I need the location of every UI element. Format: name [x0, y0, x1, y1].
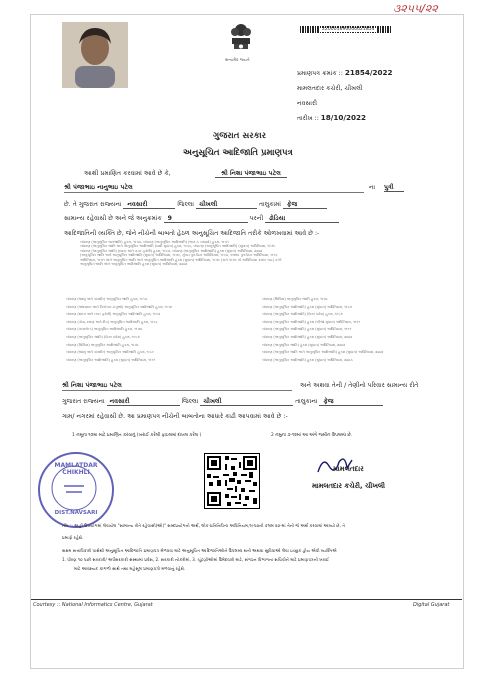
- remark-line-2: 1. ધોરણ ૧૦ પછી સરકારી/ અર્ધસરકારી સંસ્થામાં પ્રવેશ, 2. સરકારી નોકરીમાં, 3. ચૂંટણીઓમાં ઉમેદવારી માટે, સંગઠન વિભાગના સચિવોને માટે પ્રમાણપત્રની ખરાઈ: [62, 557, 330, 562]
- footer-brand: Digital Gujarat: [413, 602, 450, 608]
- residence-basis-line: ગામ/ નગરમાં રહેવાસી છે. આ પ્રમાણપત્ર નીચેની બાબતોના આધારે કાઢી આપવામાં આવે છે :-: [62, 413, 288, 420]
- parent-underline: [64, 192, 364, 193]
- residence-village: ફેજ: [319, 398, 383, 406]
- seal-text-top: MAMLATDAR CHIKHLI: [54, 462, 98, 476]
- fine-print-block: [80, 240, 450, 266]
- fine-print-line: અધિનિયમ, ૧૯૭૧ અને અનુસૂચિત જાતિ અને અનુસૂચિત આદિજાતિ હુકમ (સુધારા) અધિનિયમ, ૧૯૭૬ (સને ૧૯૭૬ નો અધિનિયમ ક્રમાંક ૧૦૮) વગેરે: [80, 257, 282, 262]
- order-item: બંધારણ (ગોવા, દમણ અને દીવ) અનુસૂચિત આદિજાતિ હુકમ, ૧૯૬૮: [66, 319, 158, 324]
- residence-line-b: જિલ્લા: [181, 398, 199, 405]
- applicant-name: શ્રી નિશા પંજાભાઇ પટેલ: [215, 170, 287, 178]
- order-item: બંધારણ (દાદરા અને નગર હવેલી) અનુસૂચિત આદિજાતિ હુકમ, ૧૯૬૨: [66, 312, 161, 317]
- national-emblem-icon: [226, 18, 256, 56]
- resident-line-b: પરની: [249, 215, 264, 222]
- state-line: [64, 201, 327, 209]
- relation-prefix: ના: [369, 184, 376, 191]
- resident-line-a: સામાન્ય રહેવાસી છે અને જે અનુક્રમાંક: [64, 215, 162, 222]
- orders-left-column: [66, 296, 241, 364]
- residence-name-underline: [62, 390, 292, 391]
- order-item: બંધારણ (સિક્કિમ) અનુસૂચિત જાતિ હુકમ, ૧૯૭૮: [262, 297, 328, 301]
- issue-date: [297, 114, 366, 122]
- order-item: બંધારણ (અનુસૂચિત જાતિ) (ઉત્તર પ્રદેશ) હુકમ, ૧૯૬૭: [66, 334, 140, 339]
- state-line-c: તાલુકામાં: [259, 201, 282, 208]
- certificate-no-label: પ્રમાણપત્ર ક્રમાંક ::: [297, 70, 343, 77]
- order-item: બંધારણ (અનુસૂચિત આદિજાતિ) હુકમ (સુધારા) અધિનિયમ, ૨૦૦૩: [262, 357, 353, 362]
- serial-barcode-text: 220001890000021854: [322, 27, 375, 32]
- intro-text: આથી પ્રમાણિત કરવામાં આવે છે કે,: [84, 170, 171, 177]
- order-item: બંધારણ (નાગાલેન્ડ) અનુસૂચિત આદિજાતિ હુકમ, ૧૯૭૦: [66, 327, 143, 332]
- basis-item-2: 2 નમુના ૭-૧૨માં આ અંગે જમીન ઉપલબ્ધ છે.: [271, 433, 353, 438]
- taluka-value: ચીખલી: [196, 201, 257, 209]
- fine-print-line: બંધારણ (અનુસૂચિત જનજાતિ) હુકમ, ૧૯૫૦, બંધારણ (અનુસૂચિત આદિજાતિ) (ભાગ-ક રાજ્યો) હુકમ, ૧૯૫૧: [80, 240, 229, 244]
- residence-tail: અને અથવા તેની / તેણીનો પરિવાર સામાન્ય રીતે: [300, 382, 419, 389]
- order-item: બંધારણ (અનુસૂચિત જાતિ) હુકમ (સુધારા) અધિનિયમ, ૨૦૦૨: [262, 342, 346, 347]
- date-value: 18/10/2022: [320, 113, 367, 122]
- residence-taluka: ચીખલી: [200, 398, 293, 406]
- basis-item-1: 1 નમૂના ૧૦મા માટે પ્રમાણિત કરવાનું (ખરાઈ કરેલી ફાઇલમાં દાખલ કરેલ ): [72, 433, 202, 438]
- order-item: બંધારણ (સિક્કિમ) અનુસૂચિત આદિજાતિ હુકમ, ૧૯૭૮: [66, 342, 139, 347]
- fine-print-line: બંધારણ (અનુસૂચિત જાતિ) (દાદરા અને નગર હવેલી) હુકમ, ૧૯૬૨, બંધારણ (અનુસૂચિત આદિજાતિ) હુકમ (સુધારા) અધિનિયમ, ૨૦૦૨: [80, 248, 263, 253]
- state-line-a: છે. તે ગુજરાત રાજ્યના: [64, 201, 122, 208]
- government-heading: ગુજરાત સરકાર: [213, 131, 267, 141]
- seal-text-bottom: DIST.NAVSARI: [54, 510, 98, 516]
- emblem-caption: સત્યમેવ જયતે: [225, 57, 250, 62]
- fine-print-line: અનુસૂચિત જાતિ અને અનુસૂચિત આદિજાતિ હુકમ (સુધારા) અધિનિયમ, ૨૦૦૨: [80, 262, 188, 267]
- resident-line: [64, 215, 339, 223]
- order-item: બંધારણ (અનુસૂચિત આદિજાતિ) હુકમ (સુધારા) અધિનિયમ, ૨૦૦૨: [262, 334, 353, 339]
- applicant-photo: [62, 22, 128, 88]
- residence-district: નવસારી: [107, 398, 180, 406]
- order-item: બંધારણ (જમ્મુ અને કાશ્મીર) અનુસૂચિત આદિજાતિ હુકમ, ૧૯૮૯: [66, 350, 155, 355]
- district-value: નવસારી: [123, 201, 175, 209]
- footer-courtesy: Courtesy :: National Informatics Centre, Gujarat: [33, 602, 153, 608]
- certificate-no-value: 21854/2022: [344, 68, 393, 77]
- order-item: બંધારણ (અનુસૂચિત જાતિ અને અનુસૂચિત આદિજાતિ) હુકમ (સુધારા) અધિનિયમ, ૨૦૦૨: [262, 350, 384, 355]
- residence-line-c: તાલુકાના: [295, 398, 318, 405]
- tribe-name: ઢોડિયા: [265, 215, 339, 223]
- order-item: બંધારણ (અનુસૂચિત આદિજાતિ) હુકમ (સુધારા) અધિનિયમ, ૧૯૯૧: [66, 357, 156, 362]
- order-item: બંધારણ (આંદામાન અને નિકોબાર ટાપુઓ) અનુસૂચિત આદિજાતિ હુકમ, ૧૯૫૯: [66, 304, 173, 309]
- note-end: પ્રમાણે રહેશે.: [62, 535, 84, 540]
- order-item: બંધારણ (જમ્મુ અને કાશ્મીર) અનુસૂચિત જાતિ હુકમ, ૧૯૫૬: [66, 297, 148, 301]
- certificate-number: [297, 69, 392, 77]
- order-item: બંધારણ (અનુસૂચિત આદિજાતિ) હુકમ (સુધારા) અધિનિયમ, ૧૯૮૭: [262, 304, 353, 309]
- signatory-office: મામલતદાર કચેરી, ચીખલી: [312, 482, 385, 490]
- remark-line-3: માટે આવશ્યક કાગળો સાથે તથા મહેસૂલ પ્રમાણપત્રો મળવાનું રહેશે.: [74, 566, 186, 571]
- relation: પુત્રી: [384, 184, 404, 192]
- residence-line-a: ગુજરાત રાજ્યના: [62, 398, 105, 405]
- state-line-b: જિલ્લા: [177, 201, 195, 208]
- note-line: નોંધ :- અહીં ઉપયોગમાં લેવાયેલ "સામાન્ય રીતે રહેવાસી(ઓ)" શબ્દપ્રયોગનો અર્થ, લોક-પ્રતિનિધિત્વ અધિનિયમ,૧૯૫૦ની કલમ ૨૦-માં તેનો જે અર્થ કરવામાં આવ્યો છે, તે: [62, 523, 345, 528]
- footer-separator: [31, 599, 462, 600]
- signatory-title: મામલતદાર: [333, 465, 364, 473]
- order-item: બંધારણ (અનુસૂચિત આદિજાતિ) હુકમ (સુધારા) અધિનિયમ, ૧૯૯૧: [262, 327, 352, 332]
- verification-qr-code: [204, 453, 260, 509]
- remark-line-1: સક્ષમ સત્તાધિકારી પાસેથી અનુસૂચિત આદિજાતિ પ્રમાણપત્ર મેળવવા માટે અનુસૂચિત આદિજાતિઓને ઉપલબ્ધ થતી અથવા સુવિધાઓ લેવા ઇચ્છુક હોય એવી વ્યક્તિએ: [62, 548, 337, 553]
- order-item: બંધારણ (અનુસૂચિત આદિજાતિ) હુકમ (બીજો સુધારા) અધિનિયમ, ૧૯૯૧: [262, 319, 361, 324]
- issuing-office: મામલતદાર કચેરી, ચીખલી: [297, 85, 363, 92]
- serial-number: 9: [164, 215, 248, 223]
- official-seal-icon: [38, 452, 114, 528]
- fine-print-line: (અનુસૂચિત જાતિ અને અનુસૂચિત આદિજાતિ (સુધારા) અધિનિયમ, ૧૯૭૬, મુંબઇ પુનર્ગઠન અધિનિયમ, ૧૯૬૦, પંજાબ પુનર્ગઠન અધિનિયમ, ૧૯૬૬: [80, 253, 278, 258]
- fine-print-line: બંધારણ (અનુસૂચિત જાતિ અને અનુસૂચિત આદિજાતિ (યાદી સુધારા) હુકમ, ૧૯૫૬, બંધારણ (અનુસૂચિત આદિજાતિ) (સુધારા) અધિનિયમ, ૧૯૭૬: [80, 244, 276, 249]
- handwritten-reference: ૩૨૫૫/૨૨: [393, 2, 438, 15]
- residence-name: શ્રી નિશા પંજાભાઇ પટેલ: [62, 382, 122, 389]
- village-value: ફેજ: [283, 201, 327, 209]
- issuing-district: નવસારી: [297, 100, 317, 107]
- recognition-paragraph: આદિજાતિની વ્યક્તિ છે, જેને નીચેની બાબતો હેઠળ અનુસૂચિત આદિજાતિ તરીકે ઓળખવામાં આવે છે :-: [64, 230, 320, 237]
- certificate-title: અનુસૂચિત આદિજાતિ પ્રમાણપત્ર: [183, 148, 293, 158]
- orders-right-column: [262, 296, 452, 364]
- date-label: તારીખ ::: [297, 115, 319, 122]
- parent-name: શ્રી પંજાભાઇ નાનુભાઇ પટેલ: [64, 184, 133, 191]
- order-item: બંધારણ (અનુસૂચિત આદિજાતિ) (ઉત્તર પ્રદેશ) હુકમ, ૧૯૬૭: [262, 312, 343, 317]
- residence-state-line: [62, 398, 383, 406]
